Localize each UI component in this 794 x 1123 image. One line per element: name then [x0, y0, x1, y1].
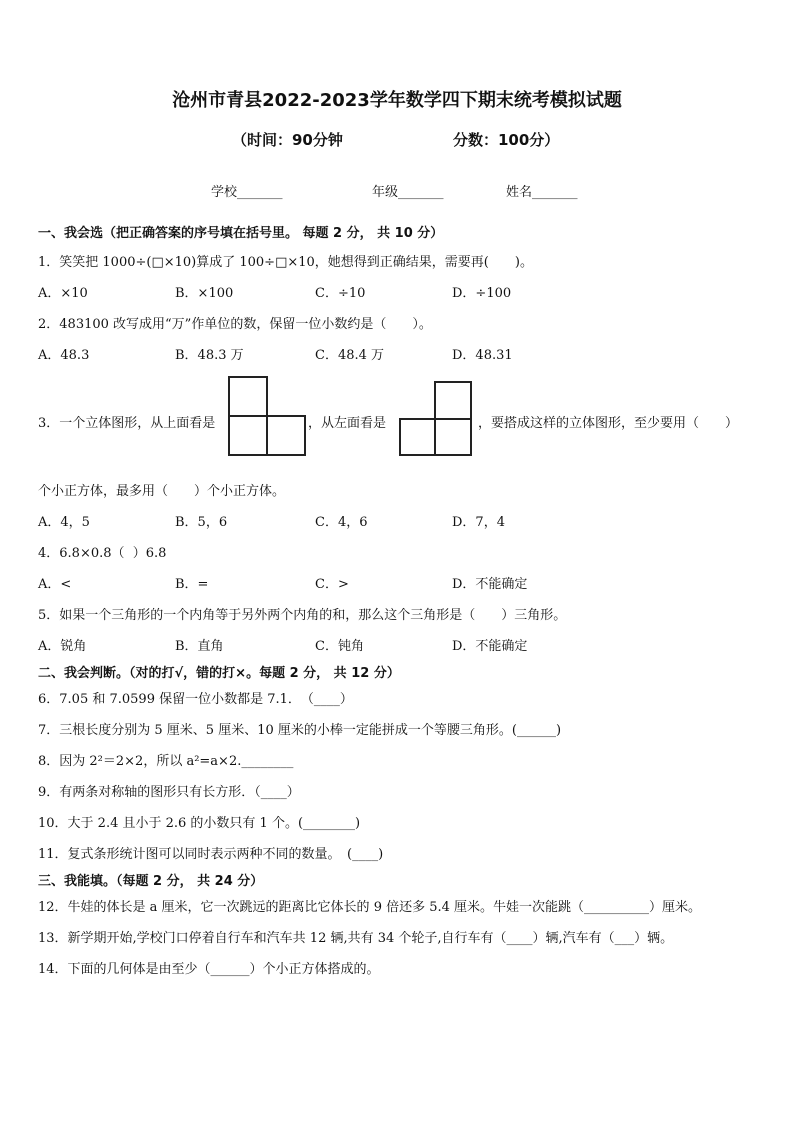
- question-8: 8．因为 2²＝2×2，所以 a²=a×2.________: [38, 754, 294, 769]
- question-2: 2．483100 改写成用“万”作单位的数，保留一位小数约是（ ）。: [38, 317, 432, 332]
- name-field: 姓名_______: [506, 185, 578, 200]
- question-1: 1．笑笑把 1000÷(□×10)算成了 100÷□×10，她想得到正确结果，需要再( )。: [38, 255, 533, 270]
- question-3-part3: ，要搭成这样的立体图形，至少要用（ ）: [478, 416, 739, 431]
- exam-time: （时间：90分钟: [232, 131, 343, 149]
- q1-option-b: B．×100: [175, 286, 234, 301]
- q1-option-c: C．÷10: [315, 286, 366, 301]
- q3-option-b: B．5，6: [175, 515, 228, 530]
- q5-option-a: A．锐角: [38, 639, 87, 654]
- question-3-part1: 3．一个立体图形，从上面看是: [38, 416, 216, 431]
- q4-option-a: A．<: [38, 577, 72, 592]
- section1-heading: 一、我会选（把正确答案的序号填在括号里。 每题 2 分， 共 10 分）: [38, 226, 444, 241]
- section3-heading: 三、我能填。（每题 2 分， 共 24 分）: [38, 874, 264, 889]
- question-3-line2: 个小正方体，最多用（ ）个小正方体。: [38, 484, 286, 499]
- q5-option-c: C．钝角: [315, 639, 364, 654]
- question-14: 14．下面的几何体是由至少（______）个小正方体搭成的。: [38, 962, 380, 977]
- exam-title: 沧州市青县2022-2023学年数学四下期末统考模拟试题: [172, 90, 622, 111]
- q2-option-a: A．48.3: [38, 348, 90, 363]
- q4-option-c: C．>: [315, 577, 349, 592]
- q5-option-d: D．不能确定: [452, 639, 528, 654]
- top-view-figure: [228, 376, 306, 456]
- question-5: 5．如果一个三角形的一个内角等于另外两个内角的和，那么这个三角形是（ ）三角形。: [38, 608, 567, 623]
- q1-option-d: D．÷100: [452, 286, 512, 301]
- q3-option-d: D．7，4: [452, 515, 505, 530]
- grade-field: 年级_______: [372, 185, 444, 200]
- q1-option-a: A．×10: [38, 286, 88, 301]
- question-4: 4．6.8×0.8（ ）6.8: [38, 546, 167, 561]
- question-12: 12．牛娃的体长是 a 厘米，它一次跳远的距离比它体长的 9 倍还多 5.4 厘米。牛娃一次能跳（__________）厘米。: [38, 900, 702, 915]
- q4-option-d: D．不能确定: [452, 577, 528, 592]
- left-view-figure: [399, 381, 472, 456]
- section2-heading: 二、我会判断。（对的打√，错的打×。每题 2 分， 共 12 分）: [38, 666, 400, 681]
- q2-option-b: B．48.3 万: [175, 348, 244, 363]
- question-13: 13．新学期开始,学校门口停着自行车和汽车共 12 辆,共有 34 个轮子,自行车有（____）辆,汽车有（___）辆。: [38, 931, 674, 946]
- exam-score: 分数：100分）: [453, 131, 560, 149]
- q2-option-c: C．48.4 万: [315, 348, 385, 363]
- question-7: 7．三根长度分别为 5 厘米、5 厘米、10 厘米的小棒一定能拼成一个等腰三角形。(______): [38, 723, 562, 738]
- q5-option-b: B．直角: [175, 639, 224, 654]
- question-9: 9．有两条对称轴的图形只有长方形．（____）: [38, 785, 300, 800]
- q2-option-d: D．48.31: [452, 348, 513, 363]
- question-10: 10．大于 2.4 且小于 2.6 的小数只有 1 个。(________): [38, 816, 361, 831]
- question-3-part2: ，从左面看是: [308, 416, 387, 431]
- q3-option-c: C．4，6: [315, 515, 368, 530]
- school-field: 学校_______: [211, 185, 283, 200]
- q4-option-b: B．=: [175, 577, 209, 592]
- question-6: 6．7.05 和 7.0599 保留一位小数都是 7.1． （____）: [38, 692, 353, 707]
- q3-option-a: A．4，5: [38, 515, 90, 530]
- question-11: 11．复式条形统计图可以同时表示两种不同的数量。 (____): [38, 847, 384, 862]
